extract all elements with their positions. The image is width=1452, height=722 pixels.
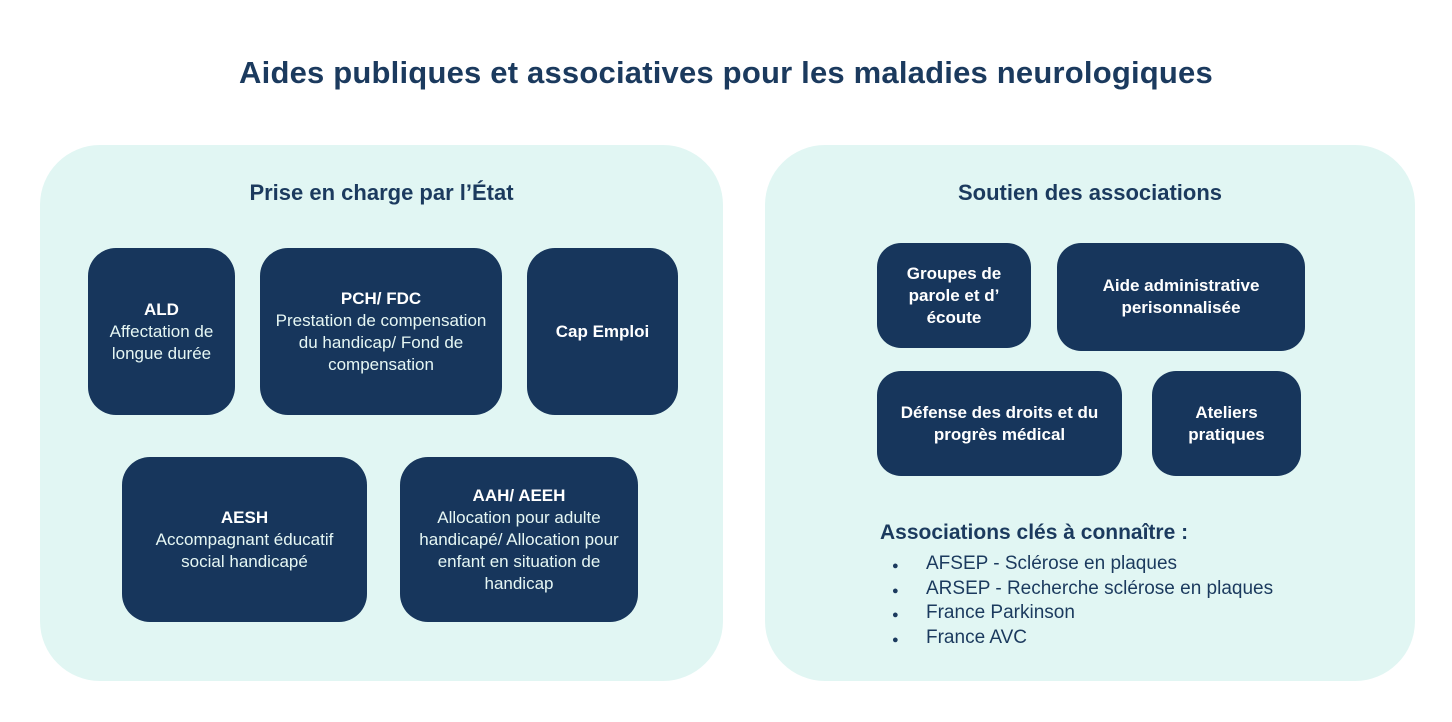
aid-box-title: AESH	[220, 507, 269, 527]
aid-box-body: Prestation de compensation du handicap/ Fond de compensation	[275, 310, 487, 374]
aid-box-title: Groupes de parole et d’ écoute	[906, 263, 1002, 327]
aid-box-aah-aeeh	[400, 457, 638, 622]
aid-box-cap-emploi	[527, 248, 678, 415]
aid-box-ateliers-pratiques	[1152, 371, 1301, 476]
aid-box-aide-administrative	[1057, 243, 1305, 351]
aid-box-title: Défense des droits et du progrès médical	[900, 402, 1099, 444]
aid-box-title: Cap Emploi	[555, 321, 650, 341]
association-name: ARSEP - Recherche sclérose en plaques	[926, 577, 1274, 599]
association-name: France Parkinson	[926, 602, 1075, 623]
panel-state-heading: Prise en charge par l’État	[249, 180, 514, 205]
aid-box-body: Accompagnant éducatif social handicapé	[155, 529, 334, 571]
panel-state-support	[40, 145, 723, 681]
aid-box-ald	[88, 248, 235, 415]
panel-associations-support	[765, 145, 1415, 681]
key-associations-block	[880, 521, 1380, 651]
panel-associations-heading: Soutien des associations	[957, 180, 1223, 205]
bullet-icon: ●	[892, 584, 899, 597]
page-title: Aides publiques et associatives pour les maladies neurologiques	[239, 55, 1213, 90]
aid-box-title: AAH/ AEEH	[472, 485, 566, 505]
key-associations-heading: Associations clés à connaître :	[880, 521, 1189, 544]
list-item	[892, 578, 1380, 603]
association-list	[880, 553, 1380, 651]
association-name: AFSEP - Sclérose en plaques	[926, 553, 1178, 574]
aid-box-body: Allocation pour adulte handicapé/ Allocation pour enfant en situation de handicap	[419, 507, 619, 593]
bullet-icon: ●	[892, 609, 899, 621]
aid-box-title: PCH/ FDC	[340, 288, 422, 308]
aid-box-title: Ateliers pratiques	[1188, 402, 1265, 444]
list-item	[892, 553, 1380, 578]
aid-box-title: Aide administrative perisonnalisée	[1102, 276, 1260, 317]
aid-box-body: Affectation de longue durée	[109, 321, 214, 363]
bullet-icon: ●	[892, 560, 899, 572]
association-name: France AVC	[926, 626, 1028, 648]
bullet-icon: ●	[892, 633, 899, 646]
aid-box-defense-droits	[877, 371, 1122, 476]
list-item	[892, 627, 1380, 652]
aid-box-aesh	[122, 457, 367, 622]
aid-box-pch-fdc	[260, 248, 502, 415]
list-item	[892, 602, 1380, 627]
aid-box-title: ALD	[144, 299, 179, 319]
aid-box-groupes-parole	[877, 243, 1031, 348]
